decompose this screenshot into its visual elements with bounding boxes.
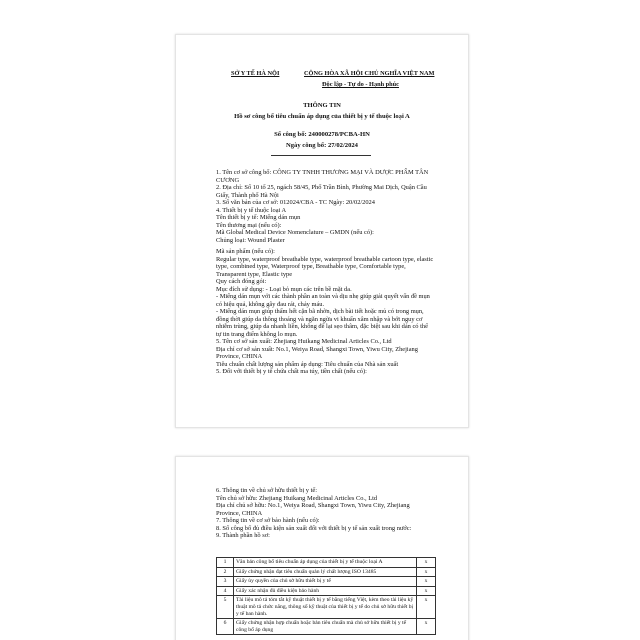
row-number: 6: [217, 619, 234, 635]
row-mark: x: [417, 619, 436, 635]
body-line: Mã sản phẩm (nếu có):: [216, 248, 275, 255]
body-line: 4. Thiết bị y tế thuộc loại A: [216, 206, 287, 214]
row-mark: x: [417, 586, 436, 596]
body-line: 3. Số văn bản của cơ sở: 012024/CBA - TC Ngày: 20/02/2024: [216, 199, 375, 206]
row-document: Giấy ủy quyền của chủ sở hữu thiết bị y tế: [234, 577, 417, 587]
page1-body: [216, 169, 434, 376]
body-line: Địa chỉ chủ sở hữu: No.1, Weiya Road, Shangxi Town, Yiwu City, Zhejiang Province, CHINA: [216, 502, 410, 517]
table-row: [217, 619, 436, 635]
document-page-2: [175, 456, 469, 640]
table-row: [217, 558, 436, 568]
body-line: 5. Tên cơ sở sản xuất: Zhejiang Huikang Medicinal Articles Co., Ltd: [216, 338, 392, 345]
row-mark: x: [417, 567, 436, 577]
table-row: [217, 586, 436, 596]
body-line: 1. Tên cơ sở công bố: CÔNG TY TNHH THƯƠNG MẠI VÀ DƯỢC PHẨM TÂN CƯƠNG: [216, 169, 429, 184]
body-line: 2. Địa chỉ: Số 10 tổ 25, ngách 58/45, Phố Trần Bình, Phường Mai Dịch, Quận Cầu Giấy, Thành phố Hà Nội: [216, 184, 427, 199]
row-mark: x: [417, 558, 436, 568]
row-number: 4: [217, 586, 234, 596]
divider: [271, 155, 371, 156]
row-number: 3: [217, 577, 234, 587]
row-document: Giấy chứng nhận đạt tiêu chuẩn quản lý chất lượng ISO 13485: [234, 567, 417, 577]
nation-heading: CỘNG HÒA XÃ HỘI CHỦ NGHĨA VIỆT NAM: [304, 70, 435, 77]
table-row: [217, 567, 436, 577]
body-line: 6. Thông tin về chủ sở hữu thiết bị y tế:: [216, 487, 317, 494]
doc-subtitle: Hồ sơ công bố tiêu chuẩn áp dụng của thiết bị y tế thuộc loại A: [234, 113, 410, 120]
body-line: Mục đích sử dụng: - Loại bỏ mụn các trên bề mặt da.: [216, 285, 352, 293]
body-line: 9. Thành phần hồ sơ:: [216, 532, 270, 539]
body-line: Địa chỉ cơ sở sản xuất: No.1, Weiya Road, Shangxi Town, Yiwu City, Zhejiang Province, CHINA: [216, 345, 418, 360]
doc-title: THÔNG TIN: [303, 102, 341, 109]
body-line: Mã Global Medical Device Nomenclature – GMDN (nếu có):: [216, 229, 374, 236]
body-line: Quy cách đóng gói:: [216, 278, 267, 285]
body-line: - Miếng dán mụn với các thành phần an toàn và dịu nhẹ giúp giải quyết vấn đề mụn có hiệu quả, không gây đau rát, chảy máu.: [216, 293, 430, 308]
announcement-date: Ngày công bố: 27/02/2024: [286, 142, 358, 149]
body-line: 7. Thông tin về cơ sở bảo hành (nếu có):: [216, 517, 320, 524]
row-mark: x: [417, 596, 436, 619]
body-line: Tên chủ sở hữu: Zhejiang Huikang Medicinal Articles Co., Ltd: [216, 494, 378, 502]
body-line: Tên thương mại (nếu có):: [216, 221, 282, 229]
document-page-1: [175, 34, 469, 428]
body-line: Regular type, waterproof breathable type, waterproof breathable cartoon type, elastic type, combined type, Waterproof type, Breathable type, Comfortable type, Transparent type, Elastic type: [216, 255, 434, 278]
row-mark: x: [417, 577, 436, 587]
body-line: Tên thiết bị y tế: Miếng dán mụn: [216, 214, 301, 221]
row-document: Giấy chứng nhận hợp chuẩn hoặc bản tiêu chuẩn mà chủ sở hữu thiết bị y tế công bố áp dụng: [234, 619, 417, 635]
motto: Độc lập - Tự do - Hạnh phúc: [322, 81, 399, 88]
body-line: Chủng loại: Wound Plaster: [216, 236, 285, 244]
table-row: [217, 596, 436, 619]
dossier-table: [216, 557, 436, 635]
body-line: Tiêu chuẩn chất lượng sản phẩm áp dụng: Tiêu chuẩn của Nhà sản xuất: [216, 360, 399, 368]
body-line: - Miếng dán mụn giúp thấm hết cặn bã nhờn, dịch bài tiết hoặc mủ có trong mụn, đồng thời giúp da thông thoáng và ngăn ngừa vi khuẩn xâm nhập và bớt nguy cơ nhiễm trùng, giúp da nhanh liền, không để lại sẹo thâm, đặc biệt sau khi dán có thể tự tin trang điểm không lo mụn.: [216, 308, 428, 338]
page2-body: [216, 487, 434, 540]
body-line: 5. Đối với thiết bị y tế chứa chất ma túy, tiền chất (nếu có):: [216, 368, 367, 375]
row-number: 1: [217, 558, 234, 568]
row-document: Văn bản công bố tiêu chuẩn áp dụng của thiết bị y tế thuộc loại A: [234, 558, 417, 568]
row-document: Tài liệu mô tả tóm tắt kỹ thuật thiết bị y tế bằng tiếng Việt, kèm theo tài liệu kỹ thuật mô tả chức năng, thông số kỹ thuật của thiết bị y tế do chủ sở hữu thiết bị y tế ban hành.: [234, 596, 417, 619]
row-number: 2: [217, 567, 234, 577]
issuing-authority: SỞ Y TẾ HÀ NỘI: [231, 70, 280, 77]
announcement-number: Số công bố: 240000278/PCBA-HN: [274, 131, 370, 138]
row-number: 5: [217, 596, 234, 619]
table-row: [217, 577, 436, 587]
body-line: 8. Số công bố đủ điều kiện sản xuất đối với thiết bị y tế sản xuất trong nước:: [216, 524, 412, 532]
row-document: Giấy xác nhận đủ điều kiện bảo hành: [234, 586, 417, 596]
